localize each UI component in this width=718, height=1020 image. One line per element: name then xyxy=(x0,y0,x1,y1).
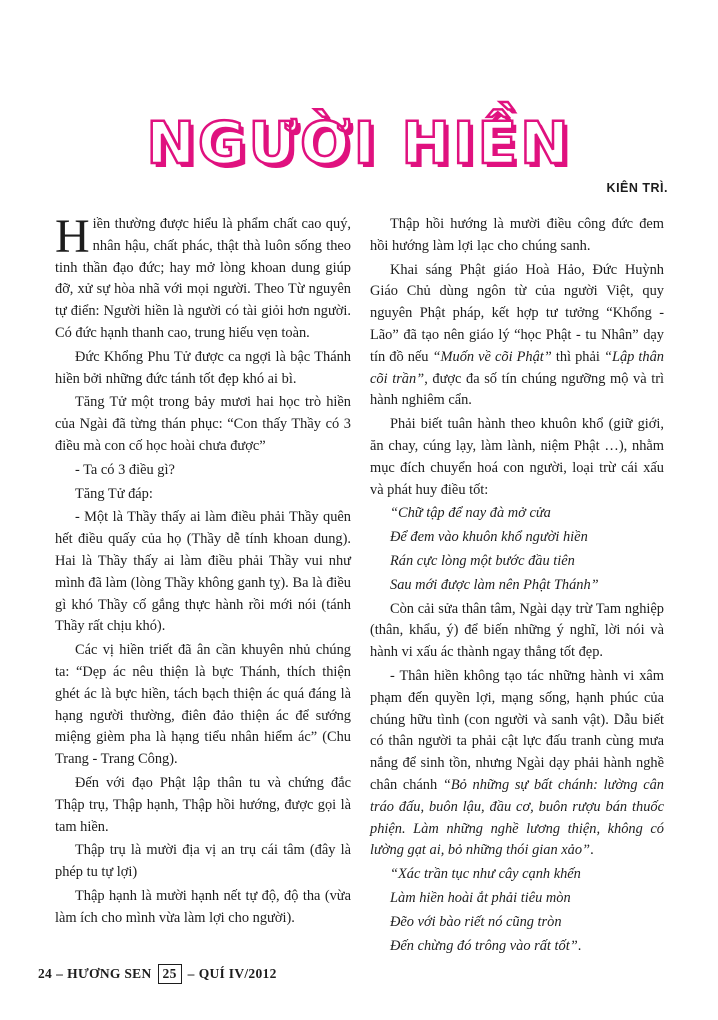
paragraph: Phải biết tuân hành theo khuôn khổ (giữ giới, ăn chay, cúng lạy, làm lành, niệm Phật …), nhằm mục đích chuyển hoá con người, loại trừ cái xấu và phát huy điều tốt: xyxy=(370,416,664,498)
poem-line xyxy=(370,936,664,958)
text-run: . xyxy=(577,937,582,954)
paragraph: Đức Khổng Phu Tử được ca ngợi là bậc Thánh hiền bởi những đức tánh tốt đẹp khó ai bì. xyxy=(55,348,351,387)
page-number: 24 xyxy=(38,966,53,981)
paragraph: - Ta có 3 điều gì? xyxy=(75,461,175,478)
separator: – xyxy=(56,966,64,981)
paragraph: - Một là Thầy thấy ai làm điều phải Thầy quên hết điều quấy của họ (Thầy dễ tính khoan dung). Hai là Thầy thấy ai làm điều phải Thầy vui như mình đã làm (lòng Thầy không ganh tỵ). Ba là điều gì khó Thầy cố gắng thực hành rồi mới nói (tánh Thầy rất chịu khó). xyxy=(55,509,351,635)
left-column xyxy=(55,210,351,930)
quote: “Bỏ những sự bất chánh: lường cân tráo đấu, buôn lậu, đầu cơ, buôn rượu bán thuốc phiện. Làm những nghề lương thiện, không có lường gạt ai, bỏ những thói gian xảo” xyxy=(370,776,664,859)
issue-number: 25 xyxy=(158,964,182,984)
separator: – xyxy=(187,966,195,981)
magazine-name: HƯƠNG SEN xyxy=(67,966,152,981)
page-footer xyxy=(38,964,277,984)
paragraph: Các vị hiền triết đã ân cần khuyên nhủ chúng ta: “Dẹp ác nêu thiện là bực Thánh, thích thiện ghét ác là bực hiền, tách bạch thiện ác quá đáng là hạng người thường, điên đảo thiện ác để sướng miệng gièm pha là hạng tiểu nhân hiểm ác” (Chu Trang - Trang Công). xyxy=(55,642,351,768)
text-run: thì phải xyxy=(551,348,604,365)
author-name: KIÊN TRÌ. xyxy=(606,181,668,195)
paragraph: Tăng Tử một trong bảy mươi hai học trò hiền của Ngài đã từng thán phục: “Con thấy Thầy có 3 điều mà con cố học hoài chưa được” xyxy=(55,394,351,454)
quote: “Lập thân cõi trần” xyxy=(370,348,664,387)
issue-period: QUÍ IV/2012 xyxy=(198,966,277,981)
poem-line: “Chữ tập để nay đà mở cửa xyxy=(390,505,551,522)
paragraph: Tăng Tử đáp: xyxy=(75,485,153,502)
poem-line: Sau mới được làm nên Phật Thánh” xyxy=(390,576,599,593)
text-run: Khai sáng Phật giáo Hoà Hảo, Đức Huỳnh Giáo Chủ dùng ngôn từ của người Việt, quy nguyên Phật pháp, kết hợp tư tưởng “Khổng - Lão” đã tạo nên giáo lý “học Phật - tu Nhân” dạy tín đồ nếu xyxy=(370,261,664,365)
poem-line: “Xác trần tục như cây cạnh khến xyxy=(390,866,581,883)
paragraph xyxy=(55,210,351,345)
drop-cap: H xyxy=(55,210,90,263)
right-column xyxy=(370,214,664,957)
paragraph: Đến với đạo Phật lập thân tu và chứng đắc Thập trụ, Thập hạnh, Thập hồi hướng, được gọi là tam hiền. xyxy=(55,774,351,835)
article-title: NGƯỜI HIỀN xyxy=(146,109,572,177)
poem-line: Để đem vào khuôn khổ người hiền xyxy=(390,529,588,546)
paragraph-text: iền thường được hiểu là phẩm chất cao quý, nhân hậu, chất phác, thật thà luôn sống theo tinh thần đạo đức; hay mở lòng khoan dung giúp đỡ, xử sự hòa nhã với mọi người. Theo Từ nguyên tự điển: Người hiền là người có tài giỏi hơn người. Có đức hạnh thanh cao, trung hiếu vẹn toàn. xyxy=(55,216,351,341)
poem-text: Đến chừng đó trông vào rất tốt” xyxy=(390,937,578,954)
paragraph: Thập hồi hướng là mười điều công đức đem hồi hướng làm lợi lạc cho chúng sanh. xyxy=(370,216,664,254)
text-run: , được đa số tín chúng ngưỡng mộ và trì hành nghiêm cẩn. xyxy=(370,370,664,409)
paragraph: Thập hạnh là mười hạnh nết tự độ, độ tha (vừa làm ích cho mình vừa làm lợi cho người). xyxy=(55,887,351,926)
paragraph xyxy=(370,666,664,862)
poem-line: Làm hiền hoài ắt phải tiêu mòn xyxy=(390,889,571,906)
quote: “Muốn về cõi Phật” xyxy=(432,348,552,365)
poem-line: Đẽo với bào riết nó cũng tròn xyxy=(390,913,562,930)
text-run: . xyxy=(590,842,594,859)
paragraph: Còn cải sửa thân tâm, Ngài dạy trừ Tam nghiệp (thân, khẩu, ý) để biến những ý nghĩ, lời nói và hành vi xấu ác thành ngay thẳng tốt đẹp. xyxy=(370,600,664,661)
text-run: - Thân hiền không tạo tác những hành vi xâm phạm đến quyền lợi, mạng sống, hạnh phúc của chúng hữu tình (con người và sanh vật). Dẫu biết có thân người ta phải cật lực đấu tranh cùng mưa nắng để sinh tồn, nhưng Ngài dạy phải hành nghề chân chánh xyxy=(370,667,664,793)
paragraph: Thập trụ là mười địa vị an trụ cái tâm (đây là phép tu tự lợi) xyxy=(55,842,351,881)
paragraph xyxy=(370,260,664,413)
poem-line: Rán cực lòng một bước đầu tiên xyxy=(390,552,575,569)
